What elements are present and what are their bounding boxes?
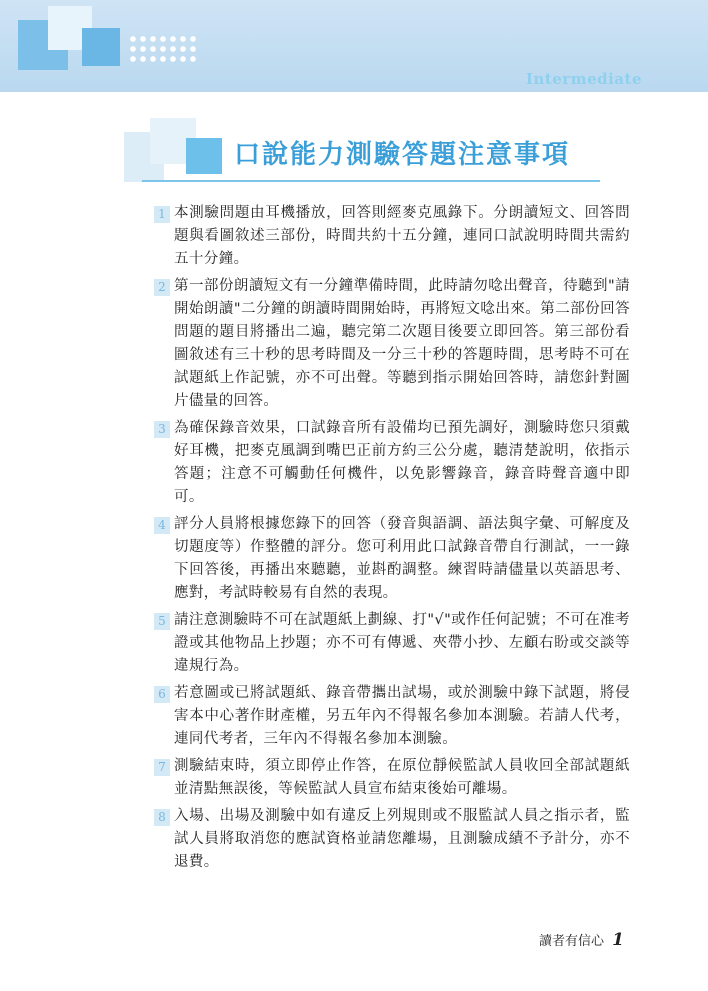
item-number-badge: 3 — [154, 421, 170, 438]
item-number-badge: 8 — [154, 809, 170, 826]
list-item — [148, 417, 630, 509]
header-dot-pattern — [128, 34, 200, 64]
page-title: 口說能力測驗答題注意事項 — [234, 140, 571, 170]
item-text: 測驗結束時，須立即停止作答，在原位靜候監試人員收回全部試題紙並清點無誤後，等候監試人員宣布結束後始可離場。 — [174, 758, 630, 797]
item-number-badge: 2 — [154, 279, 170, 296]
list-item — [148, 513, 630, 605]
list-item — [148, 805, 630, 874]
page-number: 1 — [612, 930, 624, 950]
list-item — [148, 275, 630, 413]
item-text: 入場、出場及測驗中如有違反上列規則或不服監試人員之指示者，監試人員將取消您的應試資格並請您離場，且測驗成績不予計分，亦不退費。 — [174, 808, 630, 870]
list-item — [148, 609, 630, 678]
list-item — [148, 202, 630, 271]
item-text: 若意圖或已將試題紙、錄音帶攜出試場，或於測驗中錄下試題，將侵害本中心著作財產權，另五年內不得報名參加本測驗。若請人代考，連同代考者，三年內不得報名參加本測驗。 — [174, 685, 630, 747]
item-text: 本測驗問題由耳機播放，回答則經麥克風錄下。分朗讀短文、回答問題與看圖敘述三部份，時間共約十五分鐘，連同口試說明時間共需約五十分鐘。 — [174, 205, 630, 267]
level-label: Intermediate — [525, 70, 642, 88]
instruction-list — [148, 202, 630, 878]
item-text: 請注意測驗時不可在試題紙上劃線、打"√"或作任何記號；不可在准考證或其他物品上抄題；亦不可有傳遞、夾帶小抄、左顧右盼或交談等違規行為。 — [174, 612, 630, 674]
item-number-badge: 4 — [154, 517, 170, 534]
page-footer — [539, 930, 624, 950]
header-band — [0, 0, 708, 92]
header-decor-square — [82, 28, 120, 66]
title-square-icon — [186, 138, 222, 174]
item-text: 第一部份朗讀短文有一分鐘準備時間，此時請勿唸出聲音，待聽到"請開始朗讀"二分鐘的朗讀時間開始時，再將短文唸出來。第二部份回答問題的題目將播出二遍，聽完第二次題目後要立即回答。第三部份看圖敘述有三十秒的思考時間及一分三十秒的答題時間，思考時不可在試題紙上作記號，亦不可出聲。等聽到指示開始回答時，請您針對圖片儘量的回答。 — [174, 278, 630, 409]
list-item — [148, 682, 630, 751]
item-number-badge: 1 — [154, 206, 170, 223]
item-text: 為確保錄音效果，口試錄音所有設備均已預先調好，測驗時您只須戴好耳機，把麥克風調到嘴巴正前方約三公分處，聽清楚說明，依指示答題；注意不可觸動任何機件，以免影響錄音，錄音時聲音適中即可。 — [174, 420, 630, 505]
item-number-badge: 5 — [154, 613, 170, 630]
title-divider — [142, 180, 600, 182]
item-number-badge: 6 — [154, 686, 170, 703]
item-text: 評分人員將根據您錄下的回答（發音與語調、語法與字彙、可解度及切題度等）作整體的評分。您可利用此口試錄音帶自行測試，一一錄下回答後，再播出來聽聽，並斟酌調整。練習時請儘量以英語思考、應對，考試時較易有自然的表現。 — [174, 516, 630, 601]
footer-book-title: 讀者有信心 — [539, 934, 605, 949]
list-item — [148, 755, 630, 801]
item-number-badge: 7 — [154, 759, 170, 776]
